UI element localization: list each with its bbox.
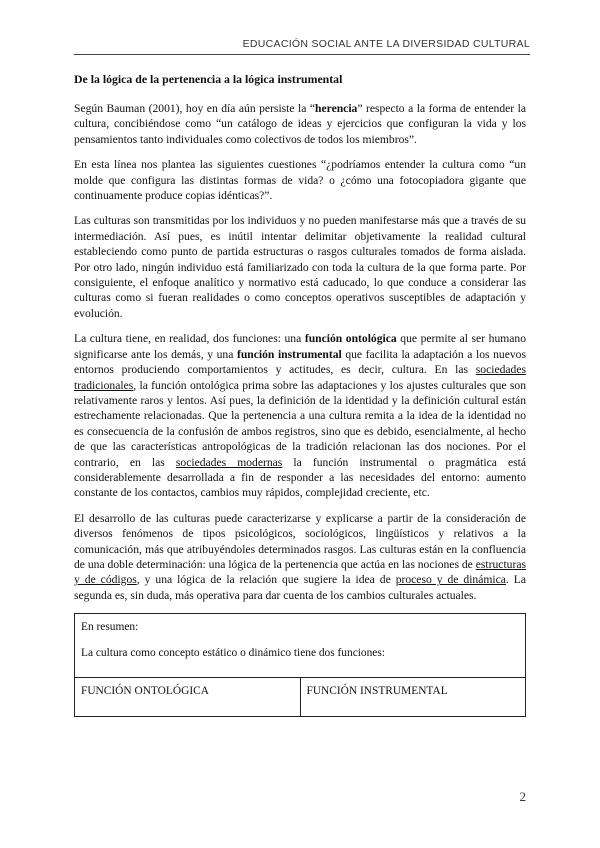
bold-funcion-instrumental: función instrumental — [236, 347, 342, 361]
paragraph-4-text-i: la función instrumental o pragmática está considerablemente desarrollada a fin de responder a las necesidades del entorno: aumento constante de los contactos, cambios muy rápidos, complejidad creciente, etc. — [74, 455, 526, 500]
paragraph-5 — [74, 511, 526, 603]
underline-proceso-dinamica: proceso y de dinámica — [395, 573, 506, 587]
paragraph-5-text-a: El desarrollo de las culturas puede caracterizarse y explicarse a partir de la consideración de diversos fenómenos de tipos psicológicos, sociológicos, lingüísticos y relativos a la comunicación, más que atribuyéndoles determinados rasgos. Las culturas están en la confluencia de una doble determinación: una lógica de la pertenencia que actúa en las nociones de — [74, 511, 526, 571]
page-content — [74, 72, 526, 717]
paragraph-4-text-g: , la función ontológica prima sobre las adaptaciones y los ajustes culturales que son relativamente raros y lentos. Así pues, la definición de la identidad y la definición cultural están estrechamente relacionadas. Que la pertenencia a una cultura remita a la idea de la identidad no es consecuencia de la confusión de ambos registros, sino que es debido, esencialmente, al hecho de que las características antropológicas de la tradición relacionan las dos nociones. Por el contrario, en las — [74, 378, 526, 469]
paragraph-3: Las culturas son transmitidas por los individuos y no pueden manifestarse más que a través de su intermediación. Así pues, es inútil intentar delimitar objetivamente la realidad cultural estableciendo como punto de partida estructuras o rasgos culturales tomados de forma aislada. Por otro lado, ningún individuo está familiarizado con toda la cultura de la que forma parte. Por consiguiente, el enfoque analítico y normativo está caducado, lo que conduce a considerar las culturas como si fueran realidades o como conceptos operativos susceptibles de adaptación y evolución. — [74, 214, 526, 320]
paragraph-4-text-c: que permite al ser humano significarse ante los demás, y una — [74, 332, 526, 361]
summary-table — [74, 613, 526, 717]
summary-intro-cell — [75, 614, 526, 678]
bold-funcion-ontologica: función ontológica — [304, 332, 397, 346]
section-title: De la lógica de la pertenencia a la lógica instrumental — [74, 72, 343, 86]
paragraph-5-text-e: . La segunda es, sin duda, más operativa para dar cuenta de los cambios culturales actuales. — [74, 573, 527, 602]
page-number: 2 — [519, 789, 526, 804]
underline-sociedades-tradicionales: sociedades tradicionales — [74, 363, 526, 392]
summary-functions-row — [75, 678, 526, 717]
underline-estructuras-codigos: estructuras y de códigos — [74, 557, 526, 587]
paragraph-1-bold-herencia: herencia — [315, 102, 358, 115]
cell-funcion-instrumental: FUNCIÓN INSTRUMENTAL — [300, 678, 526, 717]
paragraph-4-text-e: que facilita la adaptación a los nuevos entornos produciendo comportamientos y actitudes, es decir, cultura. En las — [74, 347, 526, 377]
paragraph-5-text-c: , y una lógica de la relación que sugiere la idea de — [136, 573, 396, 587]
running-header: EDUCACIÓN SOCIAL ANTE LA DIVERSIDAD CULTURAL — [242, 38, 530, 50]
paragraph-2: En esta línea nos plantea las siguientes cuestiones “¿podríamos entender la cultura como “un molde que configura las distintas formas de vida? o ¿cómo una fotocopiadora gigante que continuamente produce copias idénticas?”. — [74, 158, 526, 203]
paragraph-4-text-a: La cultura tiene, en realidad, dos funciones: una — [74, 332, 305, 346]
paragraph-1-text-a: Según Bauman (2001), hoy en día aún persiste la “ — [74, 102, 316, 115]
summary-label: En resumen: — [81, 621, 139, 634]
paragraph-1-text-c: ” respecto a la forma de entender la cultura, concibiéndose como “un catálogo de ideas y ejercicios que configuran la vida y los pensamientos tanto individuales como colectivos de todos los miembros”. — [74, 102, 526, 146]
summary-intro-row — [75, 614, 526, 678]
summary-text: La cultura como concepto estático o dinámico tiene dos funciones: — [81, 646, 385, 659]
header-rule — [74, 54, 530, 55]
paragraph-1 — [74, 101, 526, 147]
cell-funcion-ontologica: FUNCIÓN ONTOLÓGICA — [75, 678, 301, 717]
underline-sociedades-modernas: sociedades modernas — [175, 455, 283, 469]
paragraph-4 — [74, 331, 526, 500]
